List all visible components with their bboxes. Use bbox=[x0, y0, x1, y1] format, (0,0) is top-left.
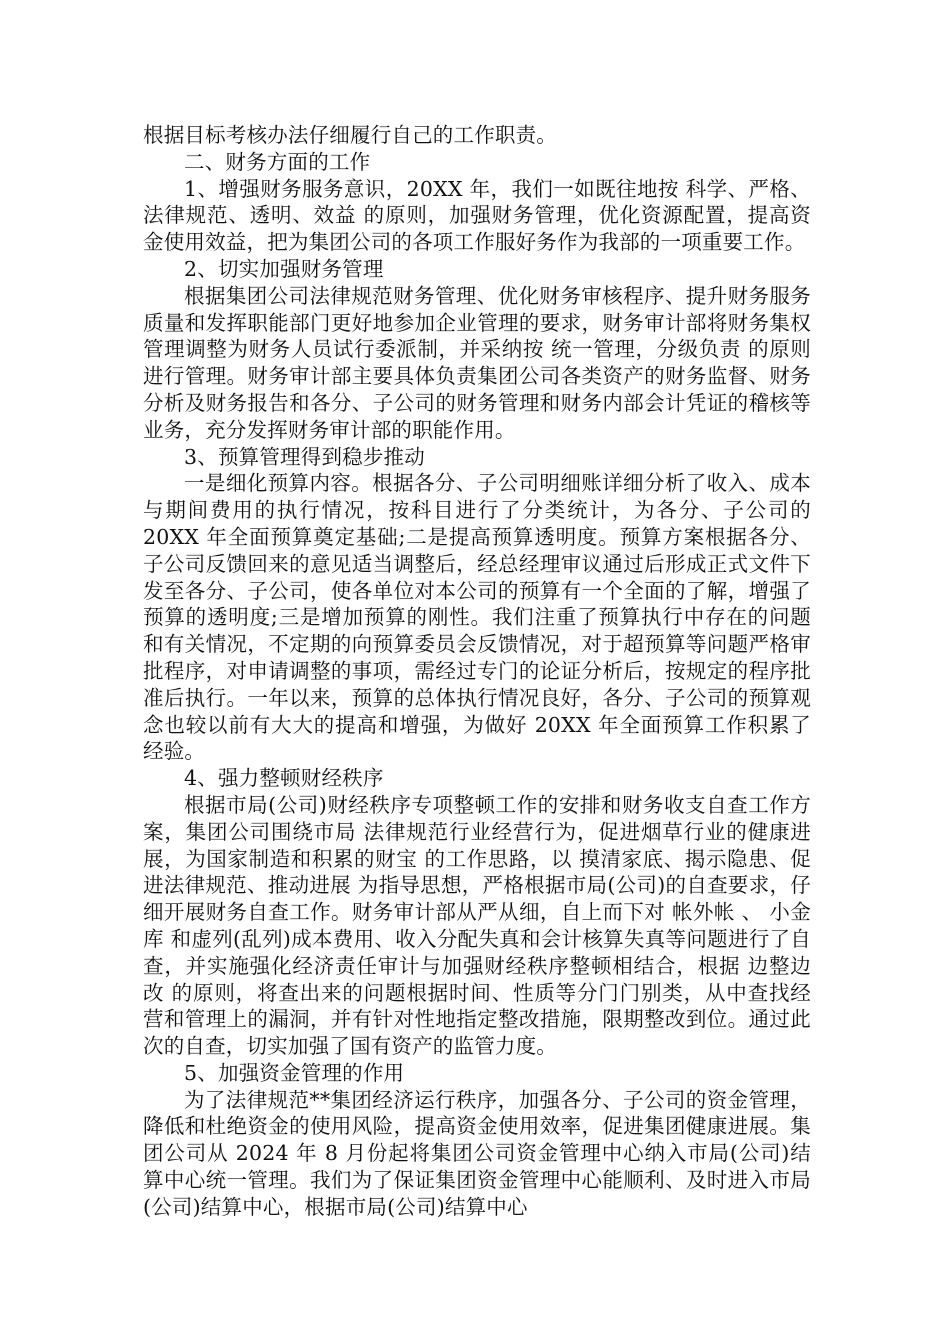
paragraph-fund-management: 为了法律规范**集团经济运行秩序，加强各分、子公司的资金管理，降低和杜绝资金的使用风险，提高资金使用效率，促进集团健康进展。集团公司从 2024 年 8 月份起将集团公司资金管理中心纳入市局(公司)结算中心统一管理。我们为了保证集团资金管理中心能顺利、及时进入市局(公司)结算中心，根据市局(公司)结算中心 bbox=[143, 1087, 811, 1219]
subheading-budget-management: 3、预算管理得到稳步推动 bbox=[184, 444, 425, 469]
section-heading-finance: 二、财务方面的工作 bbox=[184, 149, 371, 174]
document-body bbox=[143, 122, 811, 1221]
paragraph-financial-order: 根据市局(公司)财经秩序专项整顿工作的安排和财务收支自查工作方案，集团公司围绕市局 法律规范行业经营行为，促进烟草行业的健康进展，为国家制造和积累的财宝 的工作思路，以 摸清家底、揭示隐患、促进法律规范、推动进展 为指导思想，严格根据市局(公司)的自查要求，仔细开展财务自查工作。财务审计部从严从细，自上而下对 帐外帐 、 小金库 和虚列(乱列)成本费用、收入分配失真和会计核算失真等问题进行了自查，并实施强化经济责任审计与加强财经秩序整顿相结合，根据 边整边改 的原则，将查出来的问题根据时间、性质等分门门别类，从中查找经营和管理上的漏洞，并有针对性地指定整改措施，限期整改到位。通过此次的自查，切实加强了国有资产的监管力度。 bbox=[143, 792, 811, 1059]
paragraph-service-awareness: 1、增强财务服务意识，20XX 年，我们一如既往地按 科学、严格、法律规范、透明、效益 的原则，加强财务管理，优化资源配置，提高资金使用效益，把为集团公司的各项工作服好务作为我部的一项重要工作。 bbox=[143, 176, 811, 255]
subheading-strengthen-management: 2、切实加强财务管理 bbox=[184, 256, 384, 281]
subheading-financial-order: 4、强力整顿财经秩序 bbox=[184, 766, 384, 791]
paragraph-strengthen-management: 根据集团公司法律规范财务管理、优化财务审核程序、提升财务服务质量和发挥职能部门更好地参加企业管理的要求，财务审计部将财务集权管理调整为财务人员试行委派制，并采纳按 统一管理，分级负责 的原则进行管理。财务审计部主要具体负责集团公司各类资产的财务监督、财务分析及财务报告和各分、子公司的财务管理和财务内部会计凭证的稽核等业务，充分发挥财务审计部的职能作用。 bbox=[143, 283, 811, 442]
paragraph-budget-management: 一是细化预算内容。根据各分、子公司明细账详细分析了收入、成本与期间费用的执行情况，按科目进行了分类统计，为各分、子公司的 20XX 年全面预算奠定基础;二是提高预算透明度。预算方案根据各分、子公司反馈回来的意见适当调整后，经总经理审议通过后形成正式文件下发至各分、子公司，使各单位对本公司的预算有一个全面的了解，增强了预算的透明度;三是增加预算的刚性。我们注重了预算执行中存在的问题和有关情况，不定期的向预算委员会反馈情况，对于超预算等问题严格审批程序，对申请调整的事项，需经过专门的论证分析后，按规定的程序批准后执行。一年以来，预算的总体执行情况良好，各分、子公司的预算观念也较以前有大大的提高和增强，为做好 20XX 年全面预算工作积累了经验。 bbox=[143, 471, 811, 764]
subheading-fund-management: 5、加强资金管理的作用 bbox=[184, 1060, 405, 1085]
paragraph-intro: 根据目标考核办法仔细履行自己的工作职责。 bbox=[143, 123, 557, 147]
